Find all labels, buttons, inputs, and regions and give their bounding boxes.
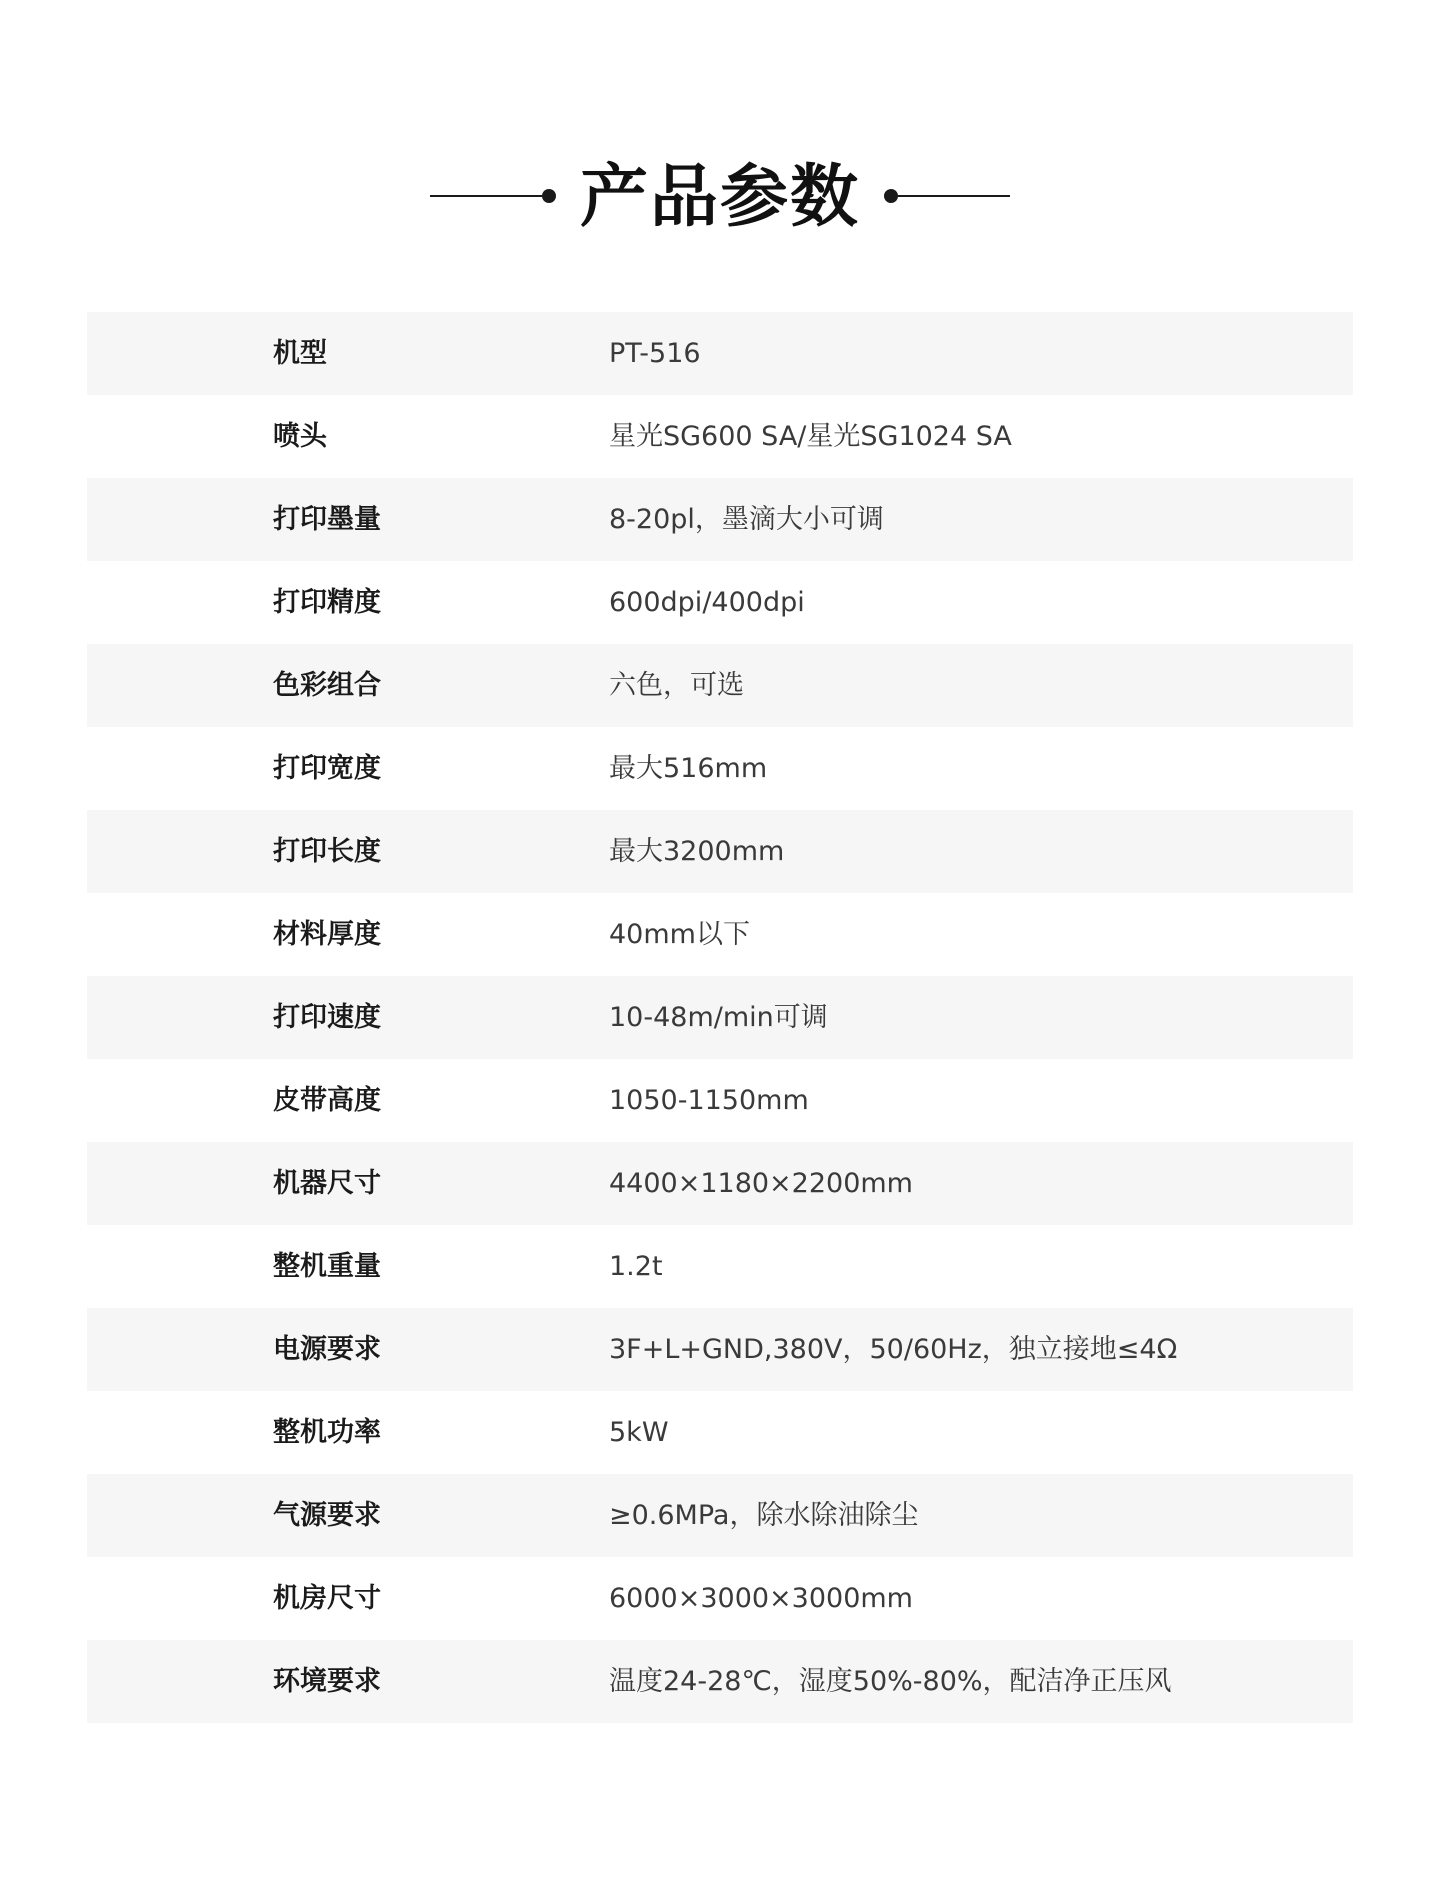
spec-row <box>87 893 1353 976</box>
spec-row <box>87 644 1353 727</box>
spec-value: 4400×1180×2200mm <box>609 1168 913 1199</box>
spec-value: 1.2t <box>609 1251 663 1282</box>
spec-row <box>87 561 1353 644</box>
spec-value: 40mm以下 <box>609 919 750 950</box>
spec-label: 打印速度 <box>273 1002 381 1033</box>
spec-value: 8-20pl，墨滴大小可调 <box>609 504 884 535</box>
spec-row <box>87 976 1353 1059</box>
spec-row <box>87 727 1353 810</box>
spec-value: PT-516 <box>609 338 701 369</box>
spec-row <box>87 1308 1353 1391</box>
spec-label: 整机重量 <box>273 1251 381 1282</box>
spec-label: 环境要求 <box>273 1666 381 1697</box>
header-dot-right <box>884 189 898 203</box>
spec-label: 机房尺寸 <box>273 1583 381 1614</box>
spec-value: 6000×3000×3000mm <box>609 1583 913 1614</box>
spec-label: 打印长度 <box>273 836 381 867</box>
spec-value: ≥0.6MPa，除水除油除尘 <box>609 1500 919 1531</box>
spec-row <box>87 1225 1353 1308</box>
spec-label: 机器尺寸 <box>273 1168 381 1199</box>
spec-label: 打印宽度 <box>273 753 381 784</box>
spec-row <box>87 395 1353 478</box>
spec-row <box>87 810 1353 893</box>
spec-label: 机型 <box>273 338 327 369</box>
spec-row <box>87 1557 1353 1640</box>
spec-value: 最大516mm <box>609 753 768 784</box>
spec-value: 10-48m/min可调 <box>609 1002 828 1033</box>
spec-row <box>87 312 1353 395</box>
spec-label: 整机功率 <box>273 1417 381 1448</box>
spec-label: 喷头 <box>273 421 327 452</box>
spec-value: 600dpi/400dpi <box>609 587 805 618</box>
spec-row <box>87 478 1353 561</box>
page-title: 产品参数 <box>579 158 860 237</box>
spec-row <box>87 1640 1353 1723</box>
spec-row <box>87 1059 1353 1142</box>
spec-value: 1050-1150mm <box>609 1085 809 1116</box>
spec-row <box>87 1474 1353 1557</box>
spec-row <box>87 1391 1353 1474</box>
spec-label: 气源要求 <box>273 1500 381 1531</box>
spec-label: 电源要求 <box>273 1334 381 1365</box>
spec-label: 皮带高度 <box>273 1085 381 1116</box>
spec-label: 色彩组合 <box>273 670 381 701</box>
spec-value: 最大3200mm <box>609 836 785 867</box>
spec-label: 材料厚度 <box>273 919 381 950</box>
header-dot-left <box>542 189 556 203</box>
spec-label: 打印精度 <box>273 587 381 618</box>
spec-value: 星光SG600 SA/星光SG1024 SA <box>609 421 1012 452</box>
spec-table <box>87 312 1353 1723</box>
header-line-left <box>430 195 542 197</box>
spec-value: 六色，可选 <box>609 670 744 701</box>
spec-value: 3F+L+GND,380V，50/60Hz，独立接地≤4Ω <box>609 1334 1178 1365</box>
section-header <box>0 150 1440 250</box>
spec-label: 打印墨量 <box>273 504 381 535</box>
header-line-right <box>898 195 1010 197</box>
spec-row <box>87 1142 1353 1225</box>
spec-value: 温度24-28℃，湿度50%-80%，配洁净正压风 <box>609 1666 1172 1697</box>
spec-value: 5kW <box>609 1417 669 1448</box>
